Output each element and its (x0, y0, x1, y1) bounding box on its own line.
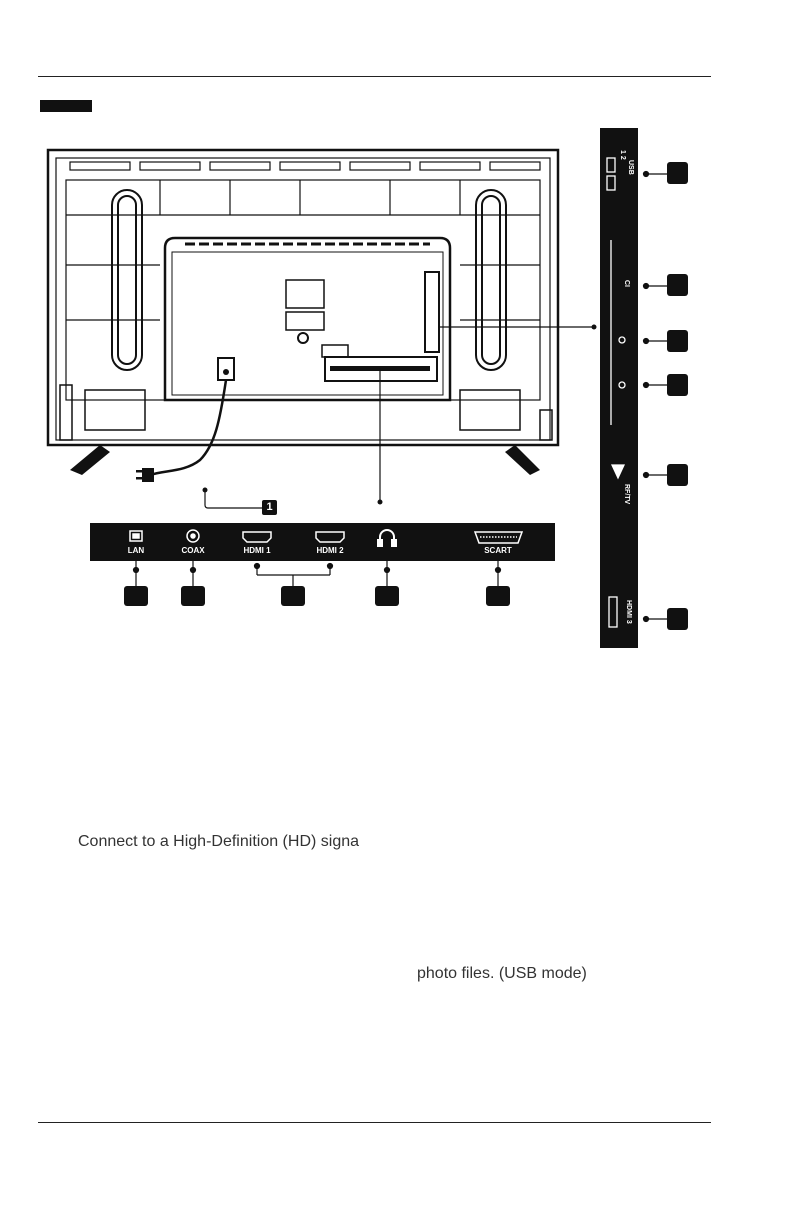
body-text-hd-signal: Connect to a High-Definition (HD) signa (78, 833, 360, 850)
side-label-usb-power: 5V 500mA (636, 160, 642, 184)
port-label-hdmi1: HDMI 1 (243, 546, 271, 555)
footer-rule (38, 1122, 711, 1123)
port-label-coax: COAX (181, 546, 205, 555)
side-label-rf-tv: RF/TV (623, 484, 630, 505)
port-label-hdmi2: HDMI 2 (316, 546, 344, 555)
side-label-usb: USB (627, 160, 634, 175)
body-text-photo-files: photo files. (USB mode) (417, 965, 587, 982)
port-label-lan: LAN (127, 546, 145, 555)
side-label-hdmi3: HDMI 3 (625, 600, 632, 624)
side-label-ci: CI (623, 280, 630, 287)
side-label-usb-numbers: 1 2 (619, 150, 626, 160)
port-label-scart: SCART (484, 546, 512, 555)
power-cord-callout-badge: 1 (262, 500, 277, 515)
